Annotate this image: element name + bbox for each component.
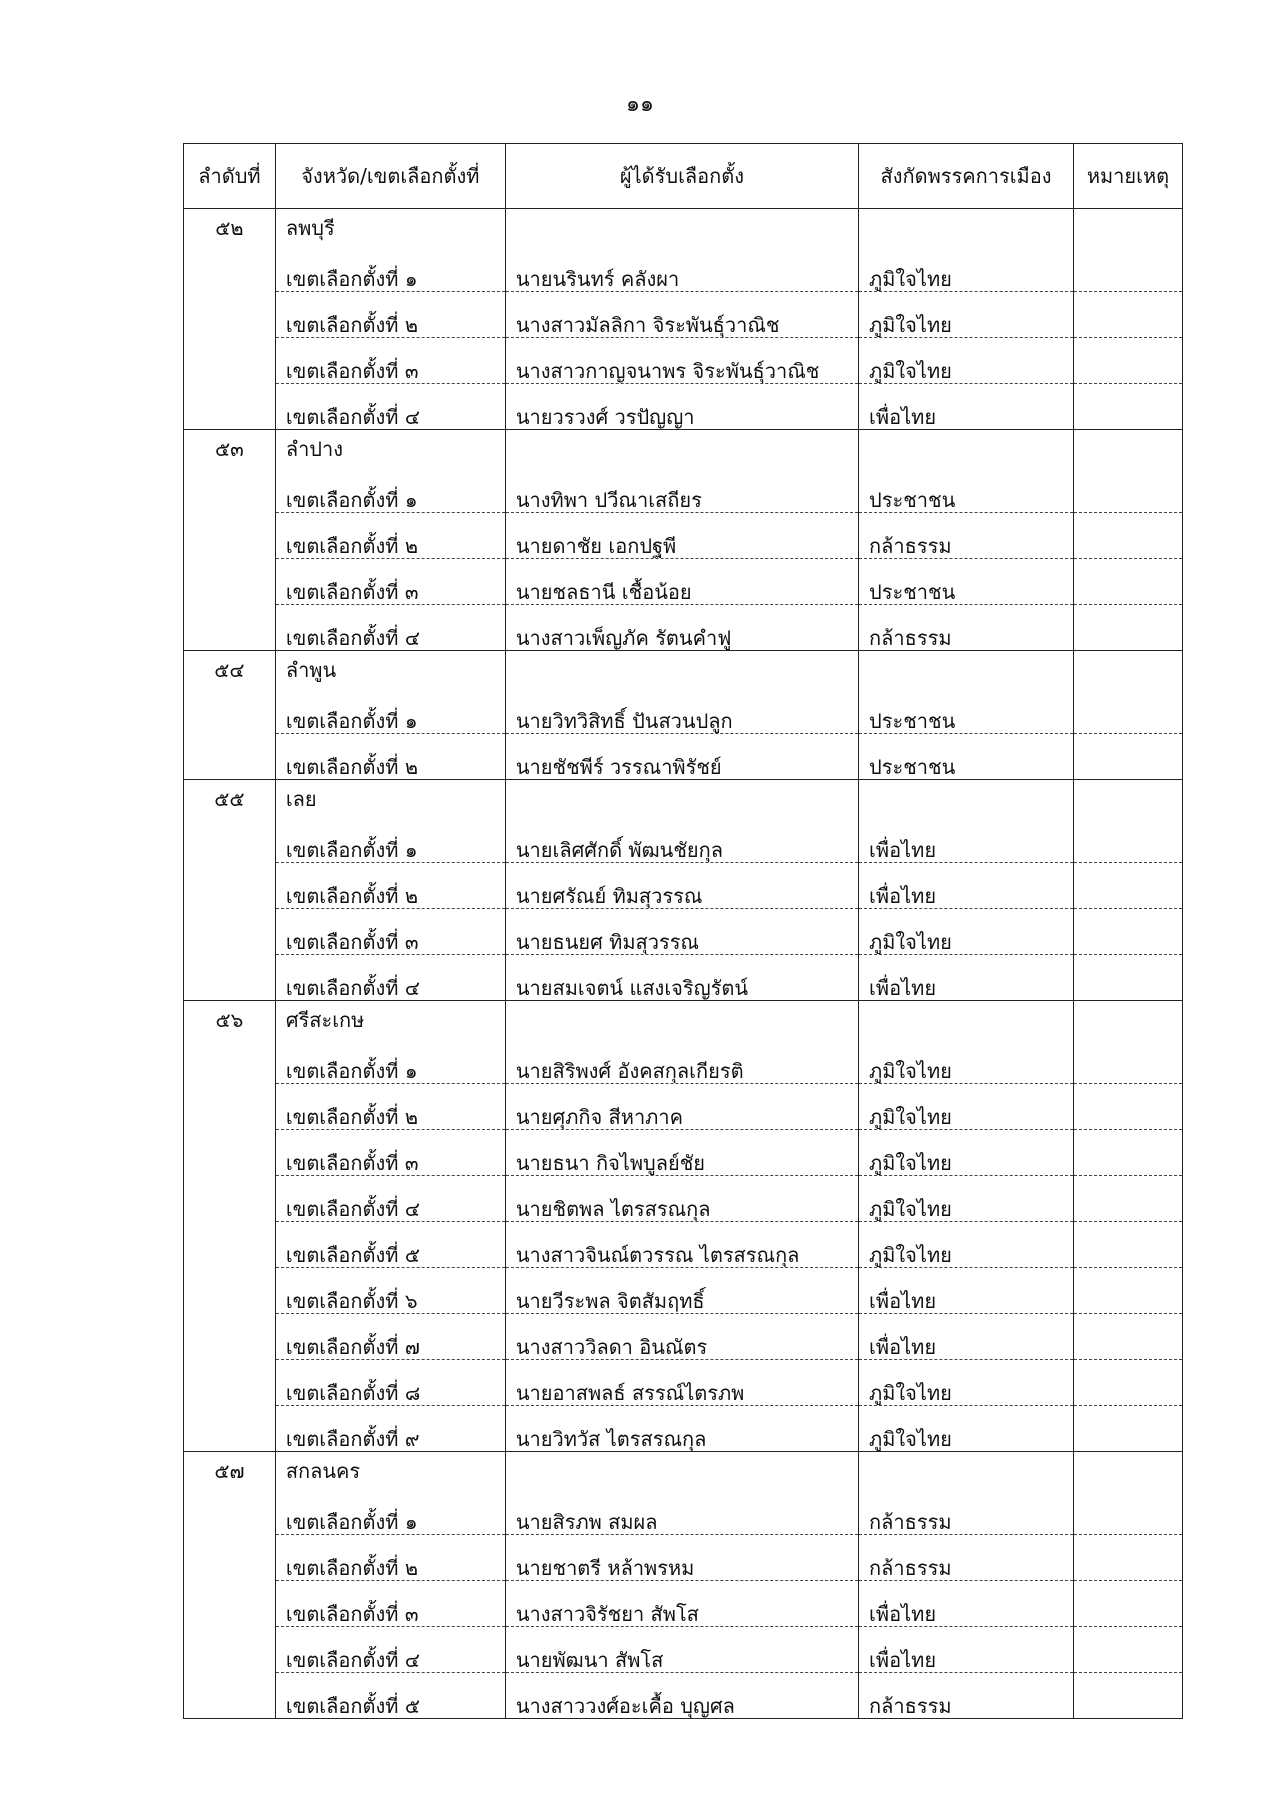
table-row [184, 955, 1183, 1001]
district-cell: เขตเลือกตั้งที่ ๖ [275, 1268, 505, 1314]
order-cell [184, 909, 276, 955]
order-cell [184, 1360, 276, 1406]
note-cell [1073, 1130, 1182, 1176]
party-cell: ภูมิใจไทย [859, 292, 1074, 338]
district-cell: เขตเลือกตั้งที่ ๒ [275, 292, 505, 338]
note-cell [1073, 817, 1182, 863]
district-cell: เขตเลือกตั้งที่ ๑ [275, 688, 505, 734]
table-row [184, 688, 1183, 734]
header-order: ลำดับที่ [184, 144, 276, 209]
district-cell: เขตเลือกตั้งที่ ๒ [275, 863, 505, 909]
header-party: สังกัดพรรคการเมือง [859, 144, 1074, 209]
province-row [184, 651, 1183, 689]
order-cell [184, 1627, 276, 1673]
district-cell: เขตเลือกตั้งที่ ๑ [275, 817, 505, 863]
table-header-row [184, 144, 1183, 209]
winner-cell: นายชัชพีร์ วรรณาพิรัชย์ [505, 734, 858, 780]
winner-cell: นายสมเจตน์ แสงเจริญรัตน์ [505, 955, 858, 1001]
note-cell [1073, 1176, 1182, 1222]
province-number: ๕๓ [184, 430, 276, 468]
district-cell: เขตเลือกตั้งที่ ๙ [275, 1406, 505, 1452]
order-cell [184, 1222, 276, 1268]
table-row [184, 1535, 1183, 1581]
table-row [184, 1489, 1183, 1535]
district-cell: เขตเลือกตั้งที่ ๕ [275, 1673, 505, 1719]
order-cell [184, 955, 276, 1001]
order-cell [184, 559, 276, 605]
province-name: สกลนคร [275, 1452, 505, 1490]
order-cell [184, 1314, 276, 1360]
table-row [184, 1268, 1183, 1314]
table-row [184, 734, 1183, 780]
province-name: เลย [275, 780, 505, 818]
table-row [184, 559, 1183, 605]
province-name: ศรีสะเกษ [275, 1001, 505, 1039]
note-cell [1073, 1673, 1182, 1719]
table-row [184, 1222, 1183, 1268]
winner-cell: นางสาวมัลลิกา จิระพันธุ์วาณิช [505, 292, 858, 338]
winner-cell: นายธนา กิจไพบูลย์ชัย [505, 1130, 858, 1176]
party-cell: ภูมิใจไทย [859, 1176, 1074, 1222]
province-number: ๕๕ [184, 780, 276, 818]
province-number: ๕๒ [184, 209, 276, 247]
note-cell [1073, 384, 1182, 430]
order-cell [184, 384, 276, 430]
empty-cell [859, 209, 1074, 247]
winner-cell: นางสาวกาญจนาพร จิระพันธุ์วาณิช [505, 338, 858, 384]
party-cell: ภูมิใจไทย [859, 1406, 1074, 1452]
winner-cell: นายธนยศ ทิมสุวรรณ [505, 909, 858, 955]
party-cell: ประชาชน [859, 734, 1074, 780]
empty-cell [505, 1452, 858, 1490]
note-cell [1073, 863, 1182, 909]
note-cell [1073, 513, 1182, 559]
note-cell [1073, 688, 1182, 734]
order-cell [184, 246, 276, 292]
party-cell: เพื่อไทย [859, 863, 1074, 909]
party-cell: เพื่อไทย [859, 384, 1074, 430]
party-cell: ภูมิใจไทย [859, 246, 1074, 292]
winner-cell: นายสิรภพ สมผล [505, 1489, 858, 1535]
note-cell [1073, 292, 1182, 338]
order-cell [184, 467, 276, 513]
party-cell: ภูมิใจไทย [859, 1038, 1074, 1084]
page-number: ๑๑ [626, 92, 654, 117]
province-row [184, 209, 1183, 247]
note-cell [1073, 1360, 1182, 1406]
note-cell [1073, 338, 1182, 384]
district-cell: เขตเลือกตั้งที่ ๔ [275, 1627, 505, 1673]
province-row [184, 1452, 1183, 1490]
header-district: จังหวัด/เขตเลือกตั้งที่ [275, 144, 505, 209]
table-row [184, 1176, 1183, 1222]
table-row [184, 1581, 1183, 1627]
empty-cell [859, 780, 1074, 818]
note-cell [1073, 955, 1182, 1001]
province-row [184, 1001, 1183, 1039]
note-cell [1073, 467, 1182, 513]
party-cell: เพื่อไทย [859, 1581, 1074, 1627]
note-cell [1073, 246, 1182, 292]
winner-cell: นายชิตพล ไตรสรณกุล [505, 1176, 858, 1222]
note-cell [1073, 1084, 1182, 1130]
order-cell [184, 688, 276, 734]
district-cell: เขตเลือกตั้งที่ ๒ [275, 513, 505, 559]
table-row [184, 863, 1183, 909]
winner-cell: นายวีระพล จิตสัมฤทธิ์ [505, 1268, 858, 1314]
district-cell: เขตเลือกตั้งที่ ๓ [275, 1581, 505, 1627]
party-cell: กล้าธรรม [859, 605, 1074, 651]
district-cell: เขตเลือกตั้งที่ ๒ [275, 734, 505, 780]
winner-cell: นายชลธานี เชื้อน้อย [505, 559, 858, 605]
party-cell: ภูมิใจไทย [859, 909, 1074, 955]
empty-cell [505, 1001, 858, 1039]
winner-cell: นายนรินทร์ คลังผา [505, 246, 858, 292]
order-cell [184, 1581, 276, 1627]
party-cell: ภูมิใจไทย [859, 1130, 1074, 1176]
province-name: ลพบุรี [275, 209, 505, 247]
district-cell: เขตเลือกตั้งที่ ๔ [275, 955, 505, 1001]
note-cell [1073, 909, 1182, 955]
note-cell [1073, 605, 1182, 651]
province-number: ๕๔ [184, 651, 276, 689]
party-cell: ภูมิใจไทย [859, 1084, 1074, 1130]
empty-cell [859, 430, 1074, 468]
winner-cell: นายวรวงศ์ วรปัญญา [505, 384, 858, 430]
note-cell [1073, 651, 1182, 689]
party-cell: กล้าธรรม [859, 1673, 1074, 1719]
table-row [184, 605, 1183, 651]
table-body [184, 209, 1183, 1719]
order-cell [184, 1268, 276, 1314]
empty-cell [505, 209, 858, 247]
district-cell: เขตเลือกตั้งที่ ๗ [275, 1314, 505, 1360]
header-winner: ผู้ได้รับเลือกตั้ง [505, 144, 858, 209]
district-cell: เขตเลือกตั้งที่ ๓ [275, 909, 505, 955]
empty-cell [505, 651, 858, 689]
table-row [184, 817, 1183, 863]
order-cell [184, 1084, 276, 1130]
party-cell: ประชาชน [859, 688, 1074, 734]
province-number: ๕๗ [184, 1452, 276, 1490]
table-row [184, 246, 1183, 292]
province-row [184, 430, 1183, 468]
table-row [184, 513, 1183, 559]
district-cell: เขตเลือกตั้งที่ ๒ [275, 1535, 505, 1581]
province-name: ลำปาง [275, 430, 505, 468]
note-cell [1073, 1452, 1182, 1490]
district-cell: เขตเลือกตั้งที่ ๓ [275, 559, 505, 605]
note-cell [1073, 1038, 1182, 1084]
table-row [184, 384, 1183, 430]
district-cell: เขตเลือกตั้งที่ ๑ [275, 467, 505, 513]
district-cell: เขตเลือกตั้งที่ ๕ [275, 1222, 505, 1268]
order-cell [184, 1130, 276, 1176]
party-cell: กล้าธรรม [859, 1489, 1074, 1535]
winner-cell: นายเลิศศักดิ์ พัฒนชัยกุล [505, 817, 858, 863]
table-row [184, 909, 1183, 955]
order-cell [184, 1176, 276, 1222]
order-cell [184, 1673, 276, 1719]
party-cell: ภูมิใจไทย [859, 1222, 1074, 1268]
district-cell: เขตเลือกตั้งที่ ๔ [275, 384, 505, 430]
winner-cell: นางสาววงศ์อะเคื้อ บุญศล [505, 1673, 858, 1719]
winner-cell: นายสิริพงศ์ อังคสกุลเกียรติ [505, 1038, 858, 1084]
note-cell [1073, 1581, 1182, 1627]
party-cell: เพื่อไทย [859, 817, 1074, 863]
province-number: ๕๖ [184, 1001, 276, 1039]
winner-cell: นายศุภกิจ สีหาภาค [505, 1084, 858, 1130]
party-cell: เพื่อไทย [859, 1268, 1074, 1314]
note-cell [1073, 1489, 1182, 1535]
winner-cell: นายพัฒนา สัพโส [505, 1627, 858, 1673]
winner-cell: นางสาววิลดา อินณัตร [505, 1314, 858, 1360]
table-row [184, 467, 1183, 513]
table-row [184, 1627, 1183, 1673]
note-cell [1073, 1222, 1182, 1268]
district-cell: เขตเลือกตั้งที่ ๘ [275, 1360, 505, 1406]
order-cell [184, 513, 276, 559]
election-results-table [183, 143, 1183, 1719]
party-cell: ภูมิใจไทย [859, 338, 1074, 384]
winner-cell: นายวิทวิสิทธิ์ ปันสวนปลูก [505, 688, 858, 734]
note-cell [1073, 1001, 1182, 1039]
order-cell [184, 1406, 276, 1452]
order-cell [184, 1535, 276, 1581]
note-cell [1073, 1268, 1182, 1314]
party-cell: ประชาชน [859, 559, 1074, 605]
district-cell: เขตเลือกตั้งที่ ๔ [275, 1176, 505, 1222]
header-note: หมายเหตุ [1073, 144, 1182, 209]
winner-cell: นางสาวจิรัชยา สัพโส [505, 1581, 858, 1627]
note-cell [1073, 1627, 1182, 1673]
party-cell: เพื่อไทย [859, 955, 1074, 1001]
order-cell [184, 1489, 276, 1535]
note-cell [1073, 780, 1182, 818]
district-cell: เขตเลือกตั้งที่ ๔ [275, 605, 505, 651]
note-cell [1073, 1314, 1182, 1360]
winner-cell: นายศรัณย์ ทิมสุวรรณ [505, 863, 858, 909]
district-cell: เขตเลือกตั้งที่ ๑ [275, 1489, 505, 1535]
table-row [184, 338, 1183, 384]
party-cell: กล้าธรรม [859, 513, 1074, 559]
district-cell: เขตเลือกตั้งที่ ๑ [275, 1038, 505, 1084]
table-row [184, 1314, 1183, 1360]
note-cell [1073, 1406, 1182, 1452]
winner-cell: นายอาสพลธ์ สรรณ์ไตรภพ [505, 1360, 858, 1406]
order-cell [184, 1038, 276, 1084]
province-row [184, 780, 1183, 818]
table-row [184, 1130, 1183, 1176]
winner-cell: นางสาวจินณ์ตวรรณ ไตรสรณกุล [505, 1222, 858, 1268]
winner-cell: นายวิทวัส ไตรสรณกุล [505, 1406, 858, 1452]
table-row [184, 1406, 1183, 1452]
party-cell: เพื่อไทย [859, 1627, 1074, 1673]
empty-cell [859, 651, 1074, 689]
empty-cell [505, 780, 858, 818]
table-row [184, 1084, 1183, 1130]
winner-cell: นางสาวเพ็ญภัค รัตนคำฟู [505, 605, 858, 651]
note-cell [1073, 1535, 1182, 1581]
note-cell [1073, 559, 1182, 605]
district-cell: เขตเลือกตั้งที่ ๑ [275, 246, 505, 292]
district-cell: เขตเลือกตั้งที่ ๓ [275, 338, 505, 384]
order-cell [184, 292, 276, 338]
order-cell [184, 817, 276, 863]
winner-cell: นายชาตรี หล้าพรหม [505, 1535, 858, 1581]
party-cell: กล้าธรรม [859, 1535, 1074, 1581]
empty-cell [859, 1452, 1074, 1490]
party-cell: ประชาชน [859, 467, 1074, 513]
empty-cell [859, 1001, 1074, 1039]
winner-cell: นางทิพา ปวีณาเสถียร [505, 467, 858, 513]
district-cell: เขตเลือกตั้งที่ ๓ [275, 1130, 505, 1176]
table-row [184, 1360, 1183, 1406]
party-cell: เพื่อไทย [859, 1314, 1074, 1360]
note-cell [1073, 430, 1182, 468]
order-cell [184, 734, 276, 780]
order-cell [184, 863, 276, 909]
province-name: ลำพูน [275, 651, 505, 689]
empty-cell [505, 430, 858, 468]
table-row [184, 1038, 1183, 1084]
order-cell [184, 605, 276, 651]
party-cell: ภูมิใจไทย [859, 1360, 1074, 1406]
note-cell [1073, 734, 1182, 780]
winner-cell: นายดาชัย เอกปฐพี [505, 513, 858, 559]
table-row [184, 292, 1183, 338]
order-cell [184, 338, 276, 384]
table-row [184, 1673, 1183, 1719]
note-cell [1073, 209, 1182, 247]
district-cell: เขตเลือกตั้งที่ ๒ [275, 1084, 505, 1130]
